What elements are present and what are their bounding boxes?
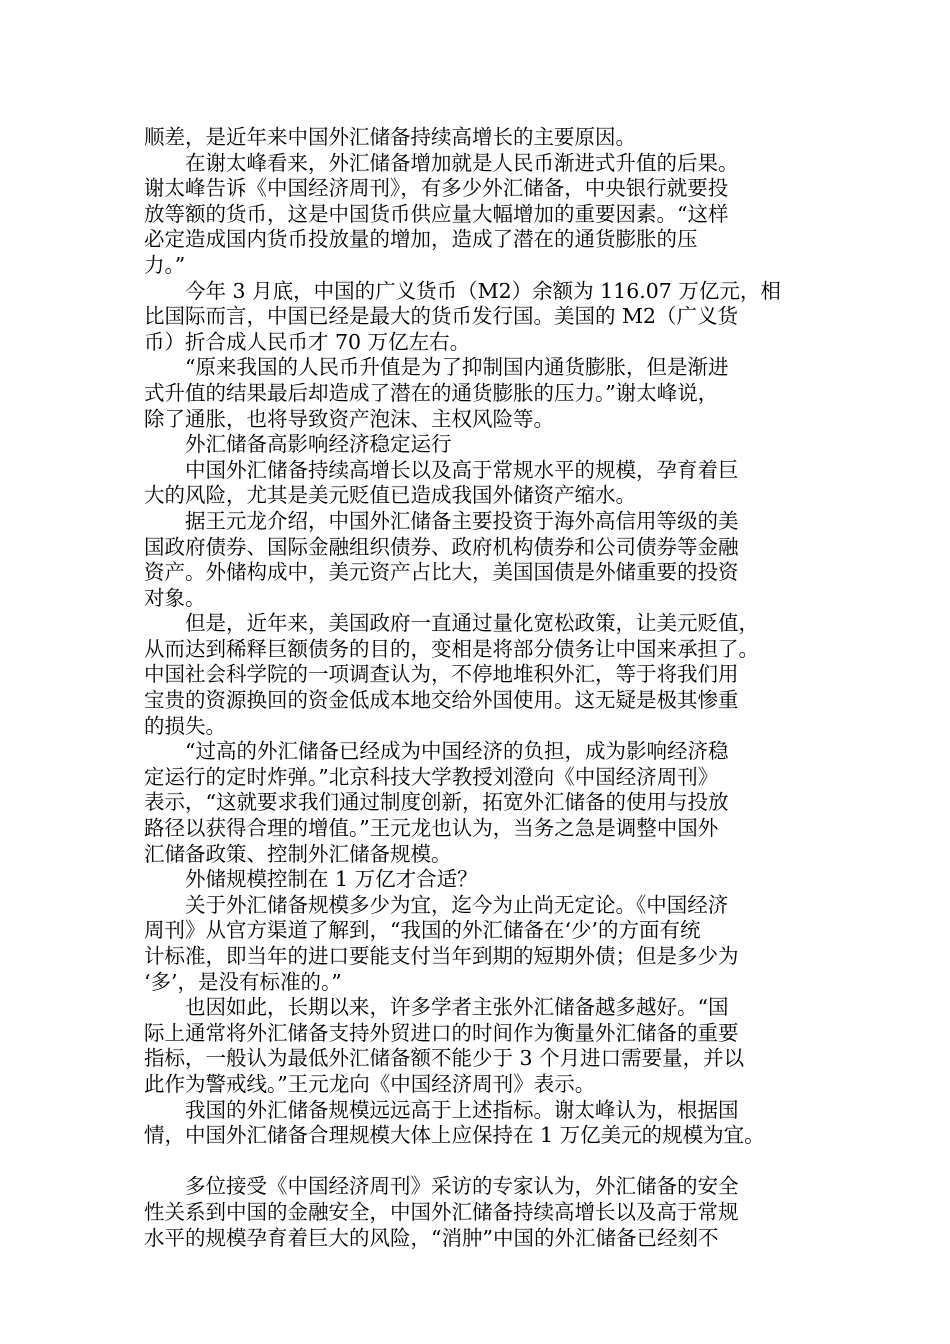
text-line: 指标，一般认为最低外汇储备额不能少于 3 个月进口需要量，并以 bbox=[144, 1046, 745, 1071]
text-line: 宝贵的资源换回的资金低成本地交给外国使用。这无疑是极其惨重 bbox=[144, 688, 739, 713]
text-line: “原来我国的人民币升值是为了抑制国内通货膨胀，但是渐进 bbox=[144, 355, 729, 380]
text-line: 多位接受《中国经济周刊》采访的专家认为，外汇储备的安全 bbox=[144, 1174, 739, 1199]
text-line: 谢太峰告诉《中国经济周刊》，有多少外汇储备，中央银行就要投 bbox=[144, 176, 729, 201]
text-line: 币）折合成人民币才 70 万亿左右。 bbox=[144, 329, 471, 354]
text-line: 国政府债券、国际金融组织债券、政府机构债券和公司债券等金融 bbox=[144, 534, 739, 559]
text-line: 也因如此，长期以来，许多学者主张外汇储备越多越好。“国 bbox=[144, 995, 729, 1020]
text-line: 水平的规模孕育着巨大的风险，“消肿”中国的外汇储备已经刻不 bbox=[144, 1225, 719, 1250]
text-line: ‘多’，是没有标准的。” bbox=[144, 969, 342, 994]
text-line: 比国际而言，中国已经是最大的货币发行国。美国的 M2（广义货 bbox=[144, 304, 739, 329]
text-line: “过高的外汇储备已经成为中国经济的负担，成为影响经济稳 bbox=[144, 739, 729, 764]
text-line: 据王元龙介绍，中国外汇储备主要投资于海外高信用等级的美 bbox=[144, 508, 739, 533]
text-line: 中国外汇储备持续高增长以及高于常规水平的规模，孕育着巨 bbox=[144, 457, 739, 482]
text-line: 从而达到稀释巨额债务的目的，变相是将部分债务让中国来承担了。 bbox=[144, 636, 759, 661]
text-line: 计标准，即当年的进口要能支付当年到期的短期外债；但是多少为 bbox=[144, 944, 739, 968]
article-body bbox=[144, 125, 844, 1251]
text-line: 路径以获得合理的增值。”王元龙也认为，当务之急是调整中国外 bbox=[144, 816, 719, 841]
text-line: 资产。外储构成中，美元资产占比大，美国国债是外储重要的投资 bbox=[144, 560, 739, 585]
text-line: 性关系到中国的金融安全，中国外汇储备持续高增长以及高于常规 bbox=[144, 1199, 739, 1224]
text-line: 我国的外汇储备规模远远高于上述指标。谢太峰认为，根据国 bbox=[144, 1097, 739, 1122]
text-line: 但是，近年来，美国政府一直通过量化宽松政策，让美元贬值， bbox=[144, 611, 759, 636]
section-heading: 外储规模控制在 1 万亿才合适？ bbox=[144, 867, 478, 892]
blank-line bbox=[144, 1149, 844, 1175]
text-line: 汇储备政策、控制外汇储备规模。 bbox=[144, 841, 452, 866]
text-line: 力。” bbox=[144, 252, 186, 277]
text-line: 的损失。 bbox=[144, 713, 226, 738]
text-line: 际上通常将外汇储备支持外贸进口的时间作为衡量外汇储备的重要 bbox=[144, 1020, 739, 1045]
text-line: 对象。 bbox=[144, 585, 206, 610]
text-line: 式升值的结果最后却造成了潜在的通货膨胀的压力。”谢太峰说， bbox=[144, 380, 719, 405]
text-line: 在谢太峰看来，外汇储备增加就是人民币渐进式升值的后果。 bbox=[144, 150, 739, 175]
text-line: 顺差，是近年来中国外汇储备持续高增长的主要原因。 bbox=[144, 125, 636, 149]
text-line: 周刊》从官方渠道了解到，“我国的外汇储备在‘少’的方面有统 bbox=[144, 918, 701, 943]
text-line: 放等额的货币，这是中国货币供应量大幅增加的重要因素。“这样 bbox=[144, 201, 729, 226]
text-line: 定运行的定时炸弹。”北京科技大学教授刘澄向《中国经济周刊》 bbox=[144, 764, 719, 789]
text-line: 今年 3 月底，中国的广义货币（M2）余额为 116.07 万亿元，相 bbox=[144, 278, 781, 303]
section-heading: 外汇储备高影响经济稳定运行 bbox=[144, 432, 452, 457]
text-line: 情，中国外汇储备合理规模大体上应保持在 1 万亿美元的规模为宜。 bbox=[144, 1123, 765, 1148]
text-line: 关于外汇储备规模多少为宜，迄今为止尚无定论。《中国经济 bbox=[144, 892, 729, 917]
text-line: 表示，“这就要求我们通过制度创新，拓宽外汇储备的使用与投放 bbox=[144, 790, 729, 815]
text-line: 此作为警戒线。”王元龙向《中国经济周刊》表示。 bbox=[144, 1071, 596, 1096]
text-line: 除了通胀，也将导致资产泡沫、主权风险等。 bbox=[144, 406, 554, 431]
text-line: 中国社会科学院的一项调查认为，不停地堆积外汇，等于将我们用 bbox=[144, 662, 739, 687]
text-line: 必定造成国内货币投放量的增加，造成了潜在的通货膨胀的压 bbox=[144, 227, 698, 252]
text-line: 大的风险，尤其是美元贬值已造成我国外储资产缩水。 bbox=[144, 483, 636, 508]
